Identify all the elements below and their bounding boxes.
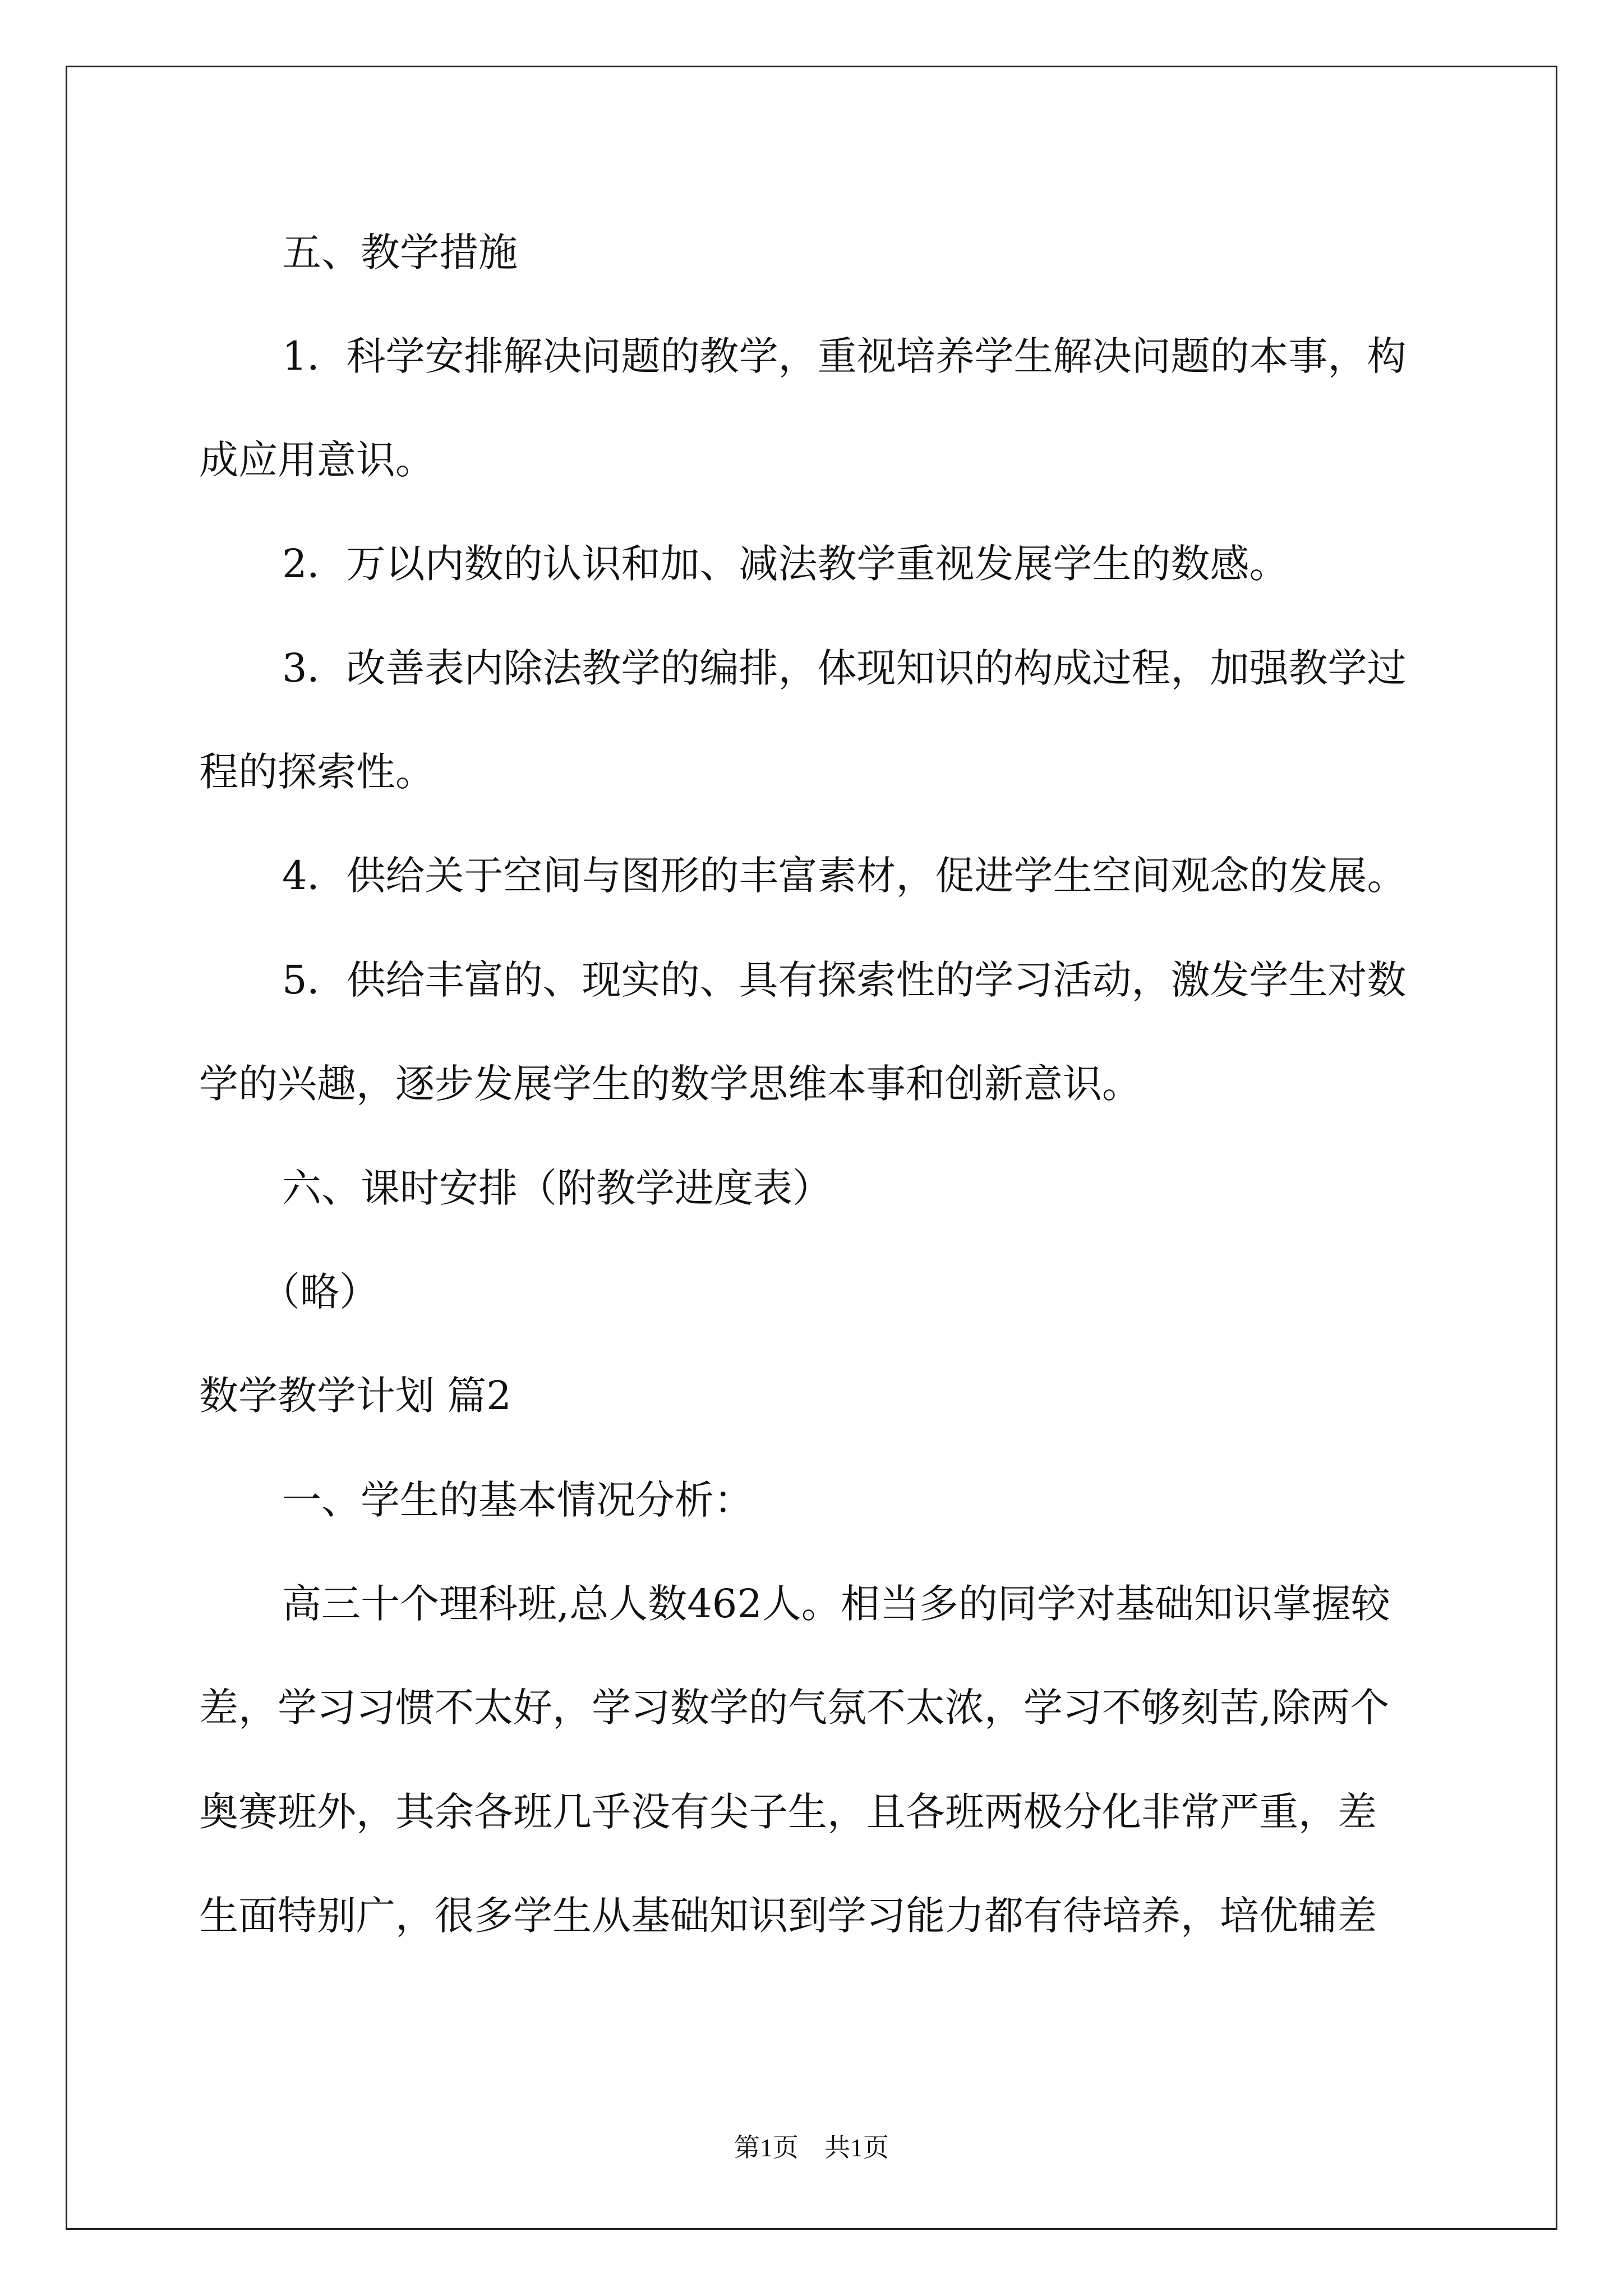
article-title: 数学教学计划 篇2 (199, 1373, 511, 1419)
paragraph-line: 学的兴趣，逐步发展学生的数学思维本事和创新意识。 (199, 1061, 1141, 1107)
paragraph-line: 成应用意识。 (199, 437, 435, 483)
paragraph-line: （略） (261, 1269, 379, 1315)
paragraph-line: 2．万以内数的认识和加、减法教学重视发展学生的数感。 (282, 541, 1289, 587)
paragraph-line: 1．科学安排解决问题的教学，重视培养学生解决问题的本事，构 (282, 333, 1407, 379)
section-heading-six: 六、课时安排（附教学进度表） (282, 1165, 832, 1211)
paragraph-line: 3．改善表内除法教学的编排，体现知识的构成过程，加强教学过 (282, 645, 1407, 691)
page-footer: 第1页 共1页 (734, 2133, 889, 2162)
section-heading-one: 一、学生的基本情况分析： (282, 1477, 753, 1523)
paragraph-line: 5．供给丰富的、现实的、具有探索性的学习活动，激发学生对数 (282, 957, 1407, 1003)
paragraph-line: 生面特别广，很多学生从基础知识到学习能力都有待培养，培优辅差 (199, 1893, 1377, 1939)
paragraph-line: 高三十个理科班,总人数462人。相当多的同学对基础知识掌握较 (282, 1581, 1390, 1627)
paragraph-line: 程的探索性。 (199, 749, 435, 795)
section-heading-five: 五、教学措施 (282, 229, 518, 275)
paragraph-line: 4．供给关于空间与图形的丰富素材，促进学生空间观念的发展。 (282, 853, 1407, 899)
paragraph-line: 差，学习习惯不太好，学习数学的气氛不太浓，学习不够刻苦,除两个 (199, 1685, 1390, 1731)
paragraph-line: 奥赛班外，其余各班几乎没有尖子生，且各班两极分化非常严重，差 (199, 1789, 1377, 1835)
